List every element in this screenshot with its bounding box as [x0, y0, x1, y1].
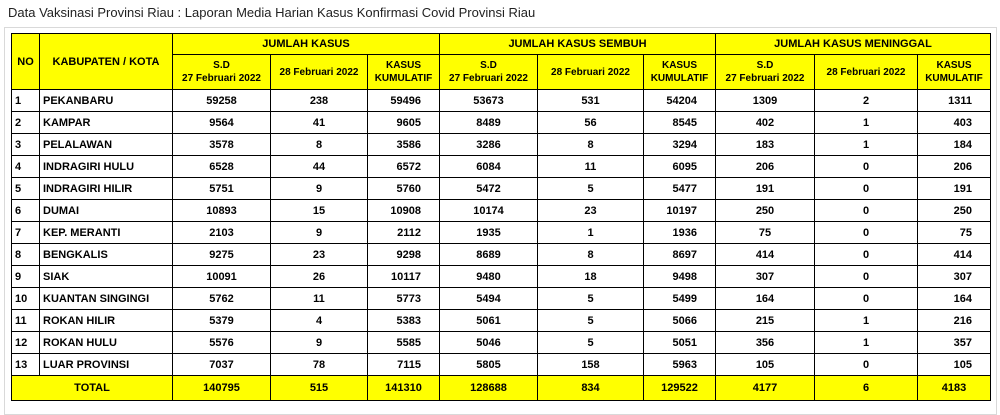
sembuh-value: 3294 — [644, 134, 716, 156]
kabupaten-name: ROKAN HILIR — [40, 310, 173, 332]
row-number: 1 — [12, 90, 40, 112]
table-row — [12, 112, 991, 134]
kasus-value: 2103 — [173, 222, 271, 244]
sembuh-value: 1935 — [440, 222, 538, 244]
sembuh-value: 5 — [538, 178, 644, 200]
kasus-value: 5379 — [173, 310, 271, 332]
sembuh-value: 531 — [538, 90, 644, 112]
row-number: 7 — [12, 222, 40, 244]
kasus-value: 9564 — [173, 112, 271, 134]
kasus-value: 9298 — [368, 244, 440, 266]
row-number: 8 — [12, 244, 40, 266]
kasus-value: 26 — [271, 266, 368, 288]
meninggal-value: 105 — [716, 354, 815, 376]
sembuh-value: 56 — [538, 112, 644, 134]
header-kumulatif-label: KUMULATIF — [374, 73, 433, 84]
meninggal-value: 1 — [815, 112, 918, 134]
kasus-value: 10091 — [173, 266, 271, 288]
total-label: TOTAL — [12, 376, 173, 401]
total-sembuh-value: 128688 — [440, 376, 538, 401]
sembuh-value: 1936 — [644, 222, 716, 244]
total-kasus-value: 515 — [271, 376, 368, 401]
sembuh-value: 5051 — [644, 332, 716, 354]
header-sd-label: S.D — [480, 60, 497, 71]
meninggal-value: 0 — [815, 354, 918, 376]
header-group-sembuh: JUMLAH KASUS SEMBUH — [440, 34, 716, 55]
total-kasus-value: 141310 — [368, 376, 440, 401]
header-sd-meninggal — [716, 55, 815, 90]
meninggal-value: 184 — [918, 134, 991, 156]
kabupaten-name: ROKAN HULU — [40, 332, 173, 354]
table-row — [12, 354, 991, 376]
table-row — [12, 90, 991, 112]
meninggal-value: 1 — [815, 332, 918, 354]
meninggal-value: 0 — [815, 178, 918, 200]
meninggal-value: 1 — [815, 310, 918, 332]
sembuh-value: 5 — [538, 288, 644, 310]
meninggal-value: 357 — [918, 332, 991, 354]
sembuh-value: 3286 — [440, 134, 538, 156]
kasus-value: 5383 — [368, 310, 440, 332]
sembuh-value: 9498 — [644, 266, 716, 288]
header-sd-date: 27 Februari 2022 — [725, 73, 805, 84]
table-row — [12, 222, 991, 244]
meninggal-value: 206 — [918, 156, 991, 178]
table-row — [12, 244, 991, 266]
header-kabupaten: KABUPATEN / KOTA — [40, 34, 173, 90]
header-sd-date: 27 Februari 2022 — [449, 73, 528, 84]
kasus-value: 9 — [271, 222, 368, 244]
meninggal-value: 191 — [918, 178, 991, 200]
kasus-value: 6572 — [368, 156, 440, 178]
meninggal-value: 414 — [918, 244, 991, 266]
kabupaten-name: DUMAI — [40, 200, 173, 222]
kasus-value: 7037 — [173, 354, 271, 376]
kasus-value: 11 — [271, 288, 368, 310]
sembuh-value: 8489 — [440, 112, 538, 134]
sembuh-value: 8 — [538, 244, 644, 266]
table-row — [12, 200, 991, 222]
header-day-kasus: 28 Februari 2022 — [271, 55, 368, 90]
header-kumulatif-label: KASUS — [385, 60, 421, 71]
kasus-value: 9275 — [173, 244, 271, 266]
header-sd-kasus — [173, 55, 271, 90]
meninggal-value: 164 — [918, 288, 991, 310]
total-row — [12, 376, 991, 401]
page-title: Data Vaksinasi Provinsi Riau : Laporan Media Harian Kasus Konfirmasi Covid Provinsi Riau — [8, 5, 536, 20]
kasus-value: 59258 — [173, 90, 271, 112]
kasus-value: 59496 — [368, 90, 440, 112]
kabupaten-name: KEP. MERANTI — [40, 222, 173, 244]
header-sd-label: S.D — [213, 60, 230, 71]
header-kumulatif-label: KUMULATIF — [925, 73, 983, 84]
meninggal-value: 183 — [716, 134, 815, 156]
sembuh-value: 5061 — [440, 310, 538, 332]
row-number: 5 — [12, 178, 40, 200]
kabupaten-name: INDRAGIRI HILIR — [40, 178, 173, 200]
kabupaten-name: SIAK — [40, 266, 173, 288]
kasus-value: 9 — [271, 332, 368, 354]
kasus-value: 238 — [271, 90, 368, 112]
kasus-value: 23 — [271, 244, 368, 266]
table-row — [12, 310, 991, 332]
meninggal-value: 164 — [716, 288, 815, 310]
meninggal-value: 1309 — [716, 90, 815, 112]
meninggal-value: 414 — [716, 244, 815, 266]
kasus-value: 8 — [271, 134, 368, 156]
sembuh-value: 18 — [538, 266, 644, 288]
table-frame — [4, 27, 997, 415]
header-kumulatif-label: KASUS — [661, 60, 697, 71]
sembuh-value: 53673 — [440, 90, 538, 112]
sembuh-value: 11 — [538, 156, 644, 178]
sembuh-value: 1 — [538, 222, 644, 244]
header-sd-label: S.D — [756, 60, 774, 71]
row-number: 13 — [12, 354, 40, 376]
total-meninggal-value: 4177 — [716, 376, 815, 401]
total-sembuh-value: 834 — [538, 376, 644, 401]
kasus-value: 10908 — [368, 200, 440, 222]
meninggal-value: 307 — [716, 266, 815, 288]
meninggal-value: 0 — [815, 200, 918, 222]
meninggal-value: 75 — [918, 222, 991, 244]
sembuh-value: 158 — [538, 354, 644, 376]
sembuh-value: 5 — [538, 332, 644, 354]
meninggal-value: 105 — [918, 354, 991, 376]
meninggal-value: 0 — [815, 288, 918, 310]
kasus-value: 5760 — [368, 178, 440, 200]
kasus-value: 5762 — [173, 288, 271, 310]
meninggal-value: 250 — [716, 200, 815, 222]
header-kumulatif-label: KASUS — [936, 60, 972, 71]
meninggal-value: 0 — [815, 222, 918, 244]
table-row — [12, 266, 991, 288]
header-kumulatif-meninggal — [918, 55, 991, 90]
meninggal-value: 1311 — [918, 90, 991, 112]
table-row — [12, 178, 991, 200]
kasus-value: 2112 — [368, 222, 440, 244]
kasus-value: 44 — [271, 156, 368, 178]
row-number: 4 — [12, 156, 40, 178]
row-number: 10 — [12, 288, 40, 310]
kabupaten-name: PELALAWAN — [40, 134, 173, 156]
kasus-value: 4 — [271, 310, 368, 332]
meninggal-value: 0 — [815, 156, 918, 178]
row-number: 9 — [12, 266, 40, 288]
kasus-value: 5751 — [173, 178, 271, 200]
sembuh-value: 8697 — [644, 244, 716, 266]
sembuh-value: 10197 — [644, 200, 716, 222]
sembuh-value: 8545 — [644, 112, 716, 134]
total-sembuh-value: 129522 — [644, 376, 716, 401]
row-number: 12 — [12, 332, 40, 354]
table-row — [12, 288, 991, 310]
kasus-value: 5773 — [368, 288, 440, 310]
header-kumulatif-label: KUMULATIF — [650, 73, 709, 84]
header-sd-date: 27 Februari 2022 — [182, 73, 261, 84]
kasus-value: 5585 — [368, 332, 440, 354]
meninggal-value: 215 — [716, 310, 815, 332]
header-day-sembuh: 28 Februari 2022 — [538, 55, 644, 90]
kabupaten-name: INDRAGIRI HULU — [40, 156, 173, 178]
sembuh-value: 8 — [538, 134, 644, 156]
sembuh-value: 8689 — [440, 244, 538, 266]
kasus-value: 41 — [271, 112, 368, 134]
kasus-value: 78 — [271, 354, 368, 376]
table-row — [12, 156, 991, 178]
meninggal-value: 0 — [815, 266, 918, 288]
table-row — [12, 332, 991, 354]
total-kasus-value: 140795 — [173, 376, 271, 401]
sembuh-value: 5066 — [644, 310, 716, 332]
meninggal-value: 403 — [918, 112, 991, 134]
kasus-value: 9 — [271, 178, 368, 200]
header-kumulatif-kasus — [368, 55, 440, 90]
kasus-value: 7115 — [368, 354, 440, 376]
kasus-value: 15 — [271, 200, 368, 222]
header-group-meninggal: JUMLAH KASUS MENINGGAL — [716, 34, 991, 55]
meninggal-value: 250 — [918, 200, 991, 222]
meninggal-value: 206 — [716, 156, 815, 178]
row-number: 2 — [12, 112, 40, 134]
row-number: 11 — [12, 310, 40, 332]
sembuh-value: 5 — [538, 310, 644, 332]
kabupaten-name: KUANTAN SINGINGI — [40, 288, 173, 310]
meninggal-value: 216 — [918, 310, 991, 332]
sembuh-value: 5046 — [440, 332, 538, 354]
meninggal-value: 356 — [716, 332, 815, 354]
sembuh-value: 6095 — [644, 156, 716, 178]
sembuh-value: 10174 — [440, 200, 538, 222]
sembuh-value: 9480 — [440, 266, 538, 288]
header-group-kasus: JUMLAH KASUS — [173, 34, 440, 55]
meninggal-value: 0 — [815, 244, 918, 266]
header-sd-sembuh — [440, 55, 538, 90]
header-kumulatif-sembuh — [644, 55, 716, 90]
kabupaten-name: BENGKALIS — [40, 244, 173, 266]
kasus-value: 9605 — [368, 112, 440, 134]
kasus-value: 5576 — [173, 332, 271, 354]
row-number: 3 — [12, 134, 40, 156]
meninggal-value: 2 — [815, 90, 918, 112]
covid-cases-table — [11, 33, 991, 401]
sembuh-value: 23 — [538, 200, 644, 222]
sembuh-value: 5477 — [644, 178, 716, 200]
kasus-value: 3586 — [368, 134, 440, 156]
meninggal-value: 402 — [716, 112, 815, 134]
sembuh-value: 5499 — [644, 288, 716, 310]
table-row — [12, 134, 991, 156]
meninggal-value: 1 — [815, 134, 918, 156]
header-day-meninggal: 28 Februari 2022 — [815, 55, 918, 90]
kasus-value: 10893 — [173, 200, 271, 222]
sembuh-value: 6084 — [440, 156, 538, 178]
row-number: 6 — [12, 200, 40, 222]
total-meninggal-value: 4183 — [918, 376, 991, 401]
meninggal-value: 191 — [716, 178, 815, 200]
sembuh-value: 5963 — [644, 354, 716, 376]
kabupaten-name: PEKANBARU — [40, 90, 173, 112]
meninggal-value: 307 — [918, 266, 991, 288]
sembuh-value: 5472 — [440, 178, 538, 200]
header-no: NO — [12, 34, 40, 90]
kabupaten-name: KAMPAR — [40, 112, 173, 134]
total-meninggal-value: 6 — [815, 376, 918, 401]
kasus-value: 10117 — [368, 266, 440, 288]
kasus-value: 6528 — [173, 156, 271, 178]
meninggal-value: 75 — [716, 222, 815, 244]
sembuh-value: 54204 — [644, 90, 716, 112]
sembuh-value: 5494 — [440, 288, 538, 310]
kabupaten-name: LUAR PROVINSI — [40, 354, 173, 376]
kasus-value: 3578 — [173, 134, 271, 156]
sembuh-value: 5805 — [440, 354, 538, 376]
